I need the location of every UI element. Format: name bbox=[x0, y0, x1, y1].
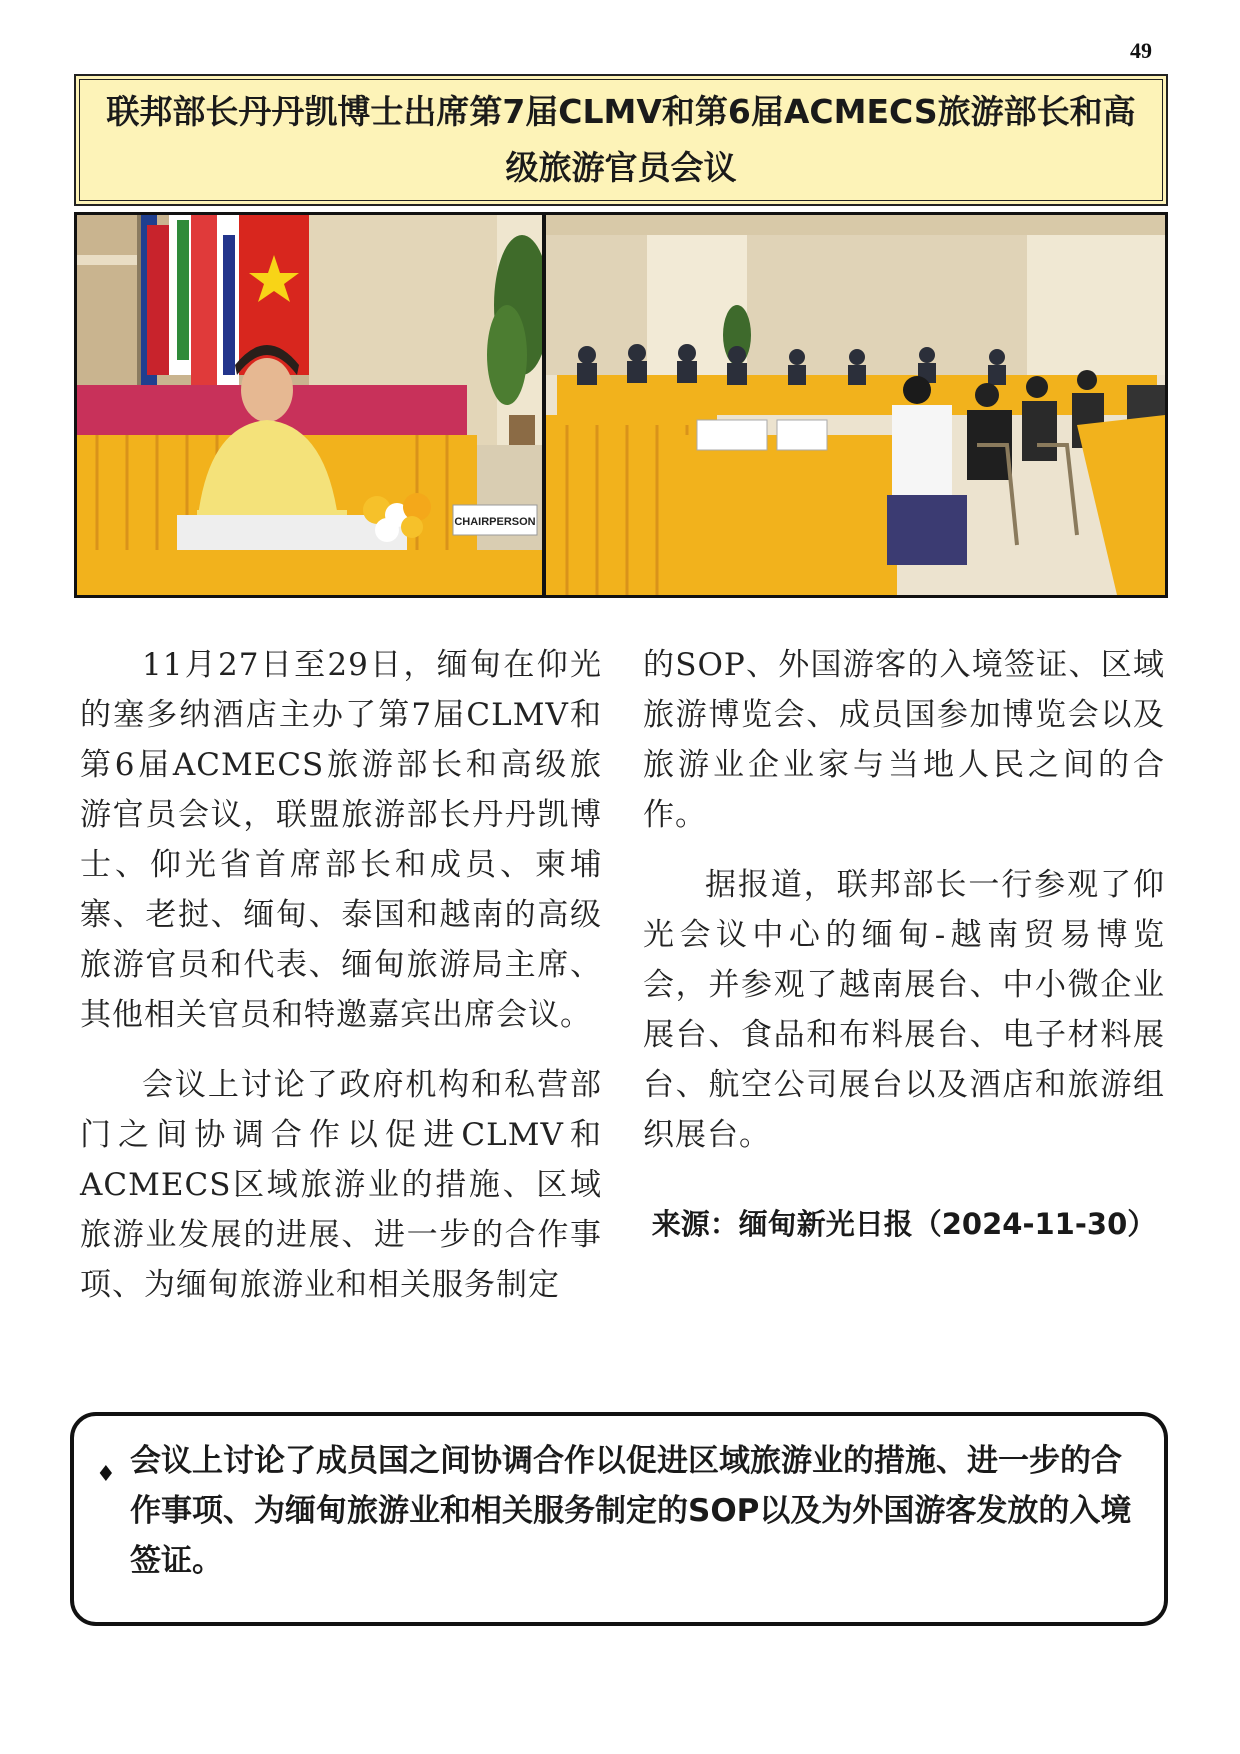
flags bbox=[137, 215, 309, 390]
article-paragraph-1: 11月27日至29日，缅甸在仰光的塞多纳酒店主办了第7届CLMV和第6届ACMECS旅游部长和高级旅游官员会议，联盟旅游部长丹丹凯博士、仰光省首席部长和成员、柬埔寨、老挝、缅甸、泰国和越南的高级旅游官员和代表、缅甸旅游局主席、其他相关官员和特邀嘉宾出席会议。 bbox=[80, 647, 602, 1033]
page-title: 联邦部长丹丹凯博士出席第7届CLMV和第6届ACMECS旅游部长和高级旅游官员会议 bbox=[106, 92, 1136, 187]
article-source: 来源：缅甸新光日报（2024-11-30） bbox=[651, 1207, 1157, 1241]
photo-frame bbox=[74, 212, 1168, 598]
article-paragraph-3: 据报道，联邦部长一行参观了仰光会议中心的缅甸-越南贸易博览会，并参观了越南展台、中小微企业展台、食品和布料展台、电子材料展台、航空公司展台以及酒店和旅游组织展台。 bbox=[643, 867, 1165, 1153]
article-paragraph-2-continued: 的SOP、外国游客的入境签证、区域旅游博览会、成员国参加博览会以及旅游业企业家与当地人民之间的合作。 bbox=[643, 647, 1165, 833]
summary-text: 会议上讨论了成员国之间协调合作以促进区域旅游业的措施、进一步的合作事项、为缅甸旅游业和相关服务制定的SOP以及为外国游客发放的入境签证。 bbox=[130, 1443, 1132, 1579]
article-left-column bbox=[80, 640, 602, 1310]
page-number: 49 bbox=[1130, 38, 1152, 63]
title-banner bbox=[74, 74, 1168, 206]
left-photo bbox=[77, 215, 550, 595]
meeting-photos bbox=[77, 215, 1165, 595]
article-paragraph-2: 会议上讨论了政府机构和私营部门之间协调合作以促进CLMV和ACMECS区域旅游业的措施、区域旅游业发展的进展、进一步的合作事项、为缅甸旅游业和相关服务制定 bbox=[80, 1067, 602, 1303]
article-right-column bbox=[643, 640, 1165, 1160]
chairperson-sign: CHAIRPERSON bbox=[454, 516, 536, 528]
diamond-bullet-icon: ♦ bbox=[96, 1462, 116, 1487]
right-photo bbox=[546, 215, 1165, 595]
summary-box bbox=[70, 1412, 1168, 1626]
